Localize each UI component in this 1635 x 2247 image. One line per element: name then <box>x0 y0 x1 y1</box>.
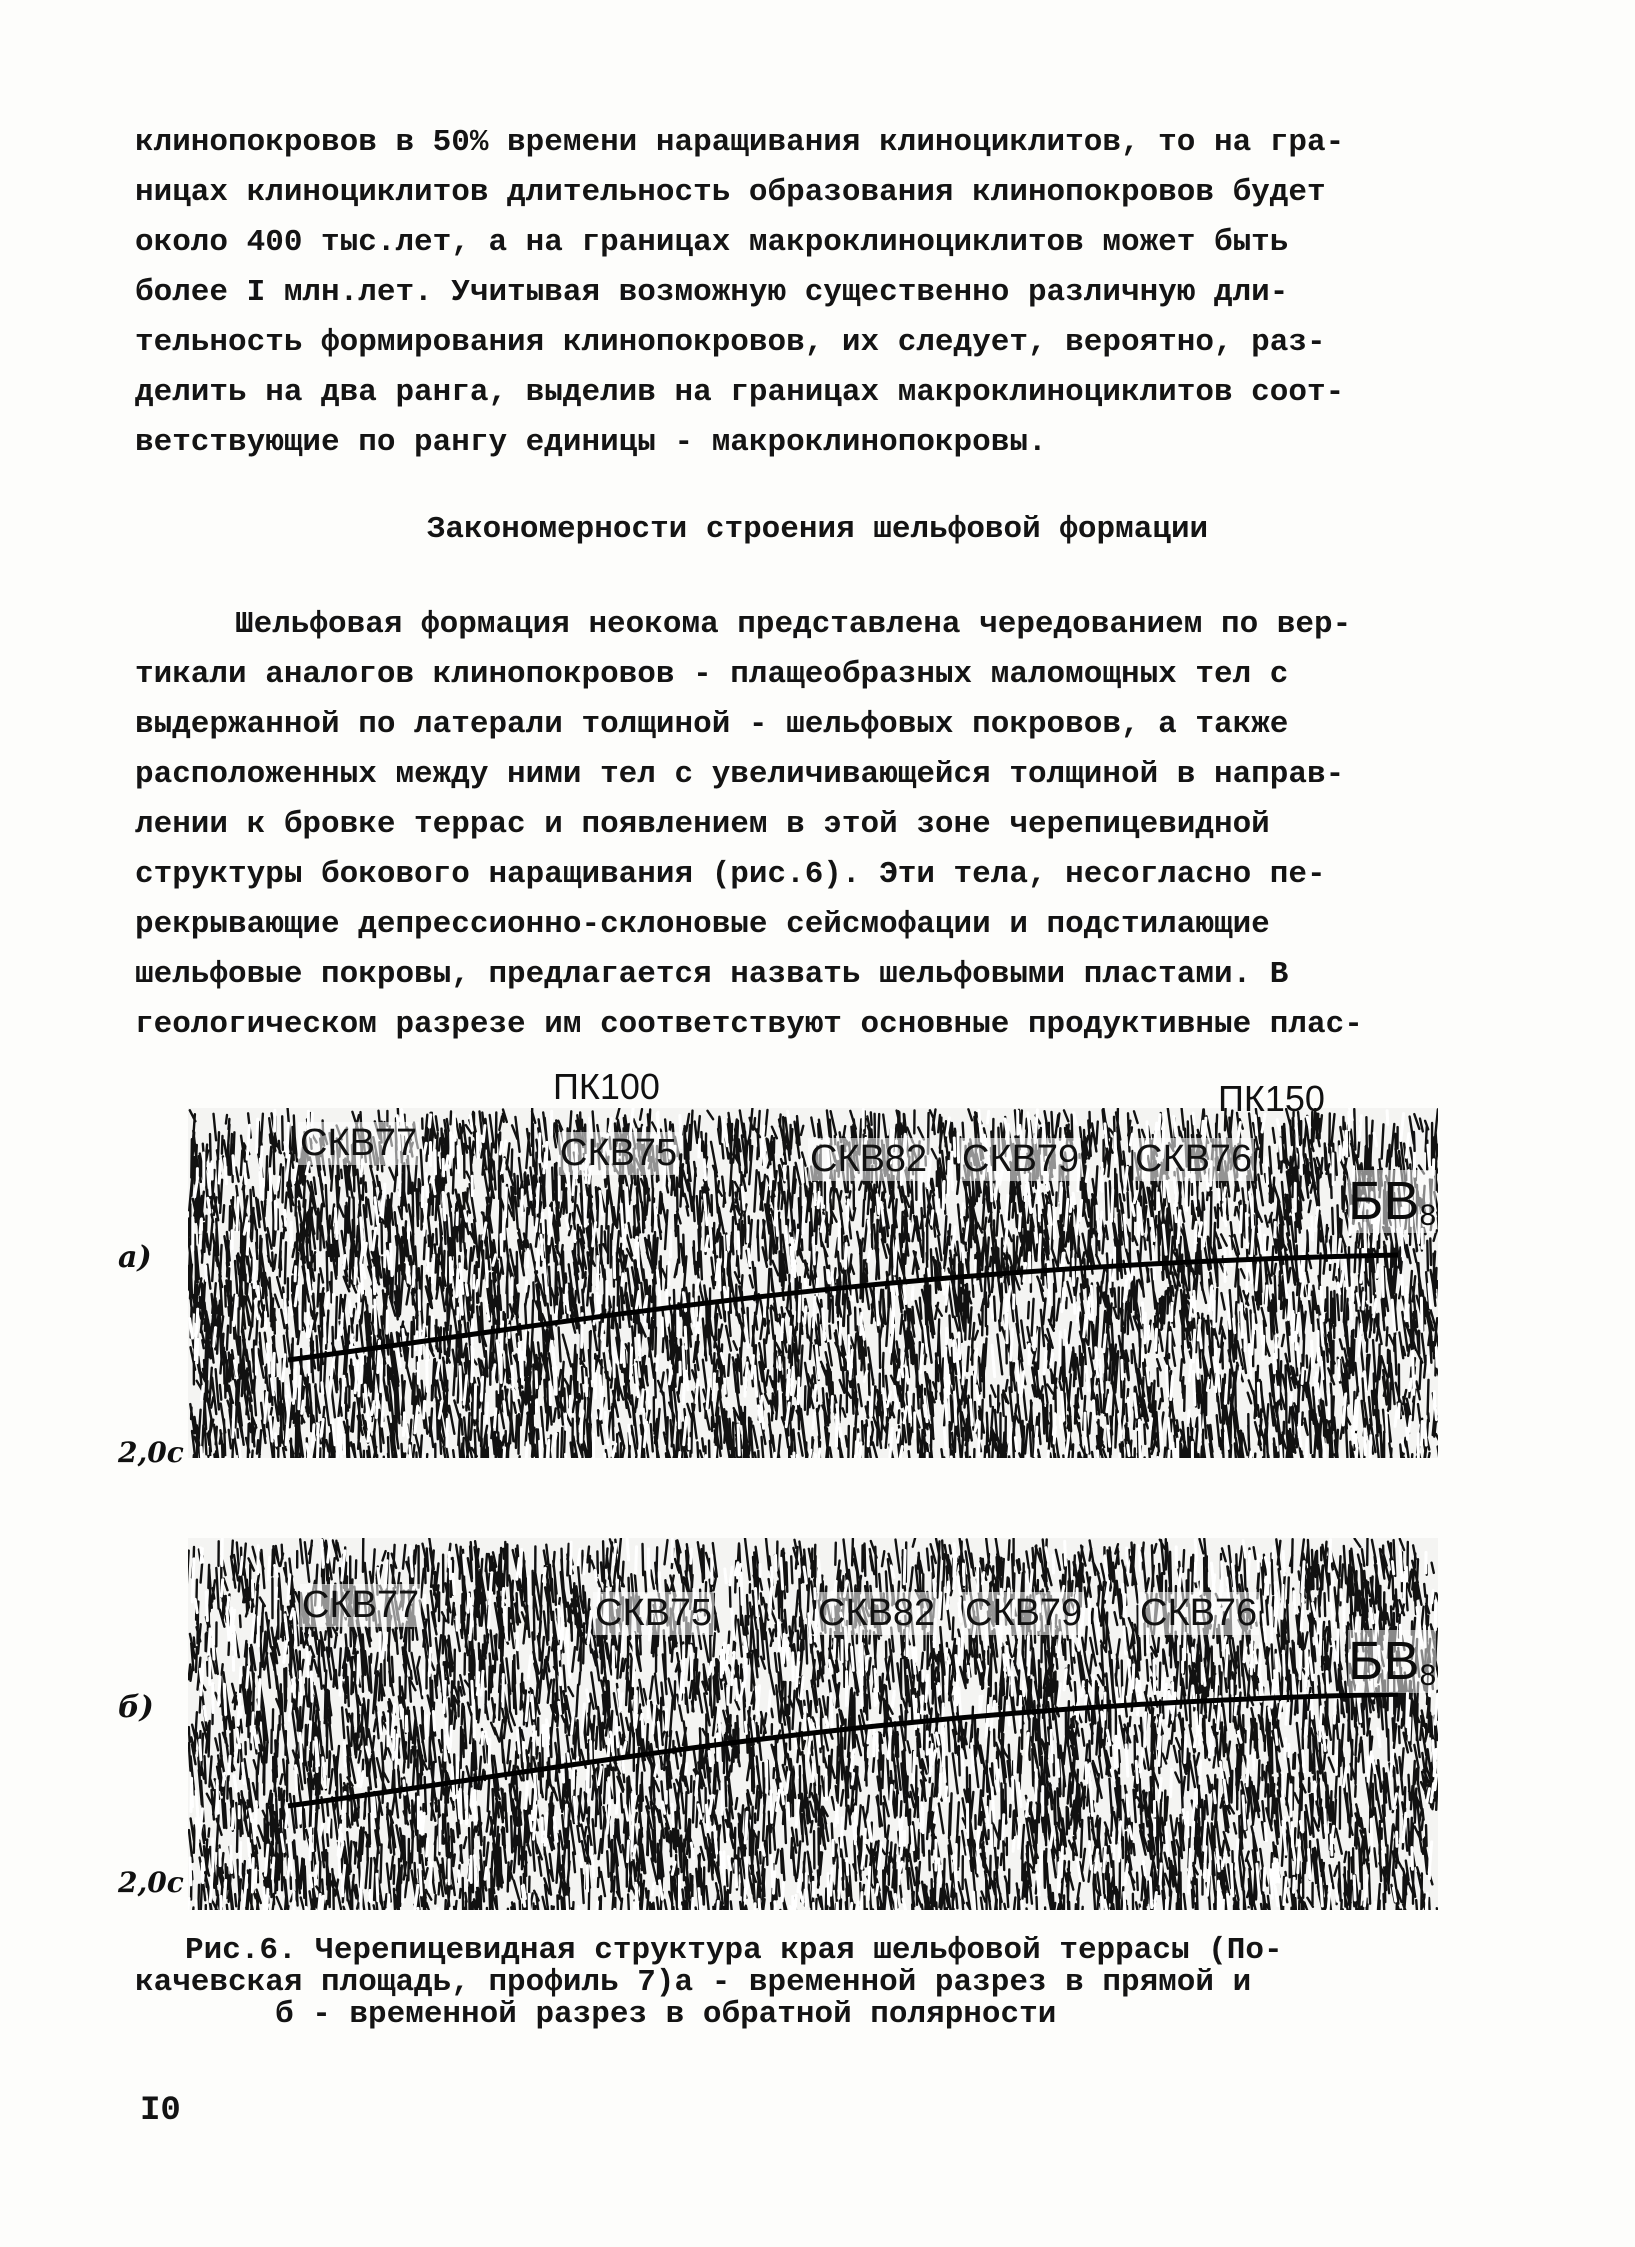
text-line: тельность формирования клинопокровов, их следует, вероятно, раз- <box>135 325 1326 360</box>
well-label: СКВ76 <box>1135 1138 1253 1180</box>
text-line: ницах клиноциклитов длительность образования клинопокровов будет <box>135 175 1326 210</box>
text-line: рекрывающие депрессионно-склоновые сейсмофации и подстилающие <box>135 907 1270 942</box>
caption-line: качевская площадь, профиль 7)а - временной разрез в прямой и <box>135 1965 1252 2000</box>
time-label: 2,0с <box>118 1866 184 1899</box>
text-line: ветствующие по рангу единицы - макроклинопокровы. <box>135 425 1047 460</box>
text-line: Шельфовая формация неокома представлена чередованием по вер- <box>235 607 1352 642</box>
well-label: СКВ79 <box>965 1592 1083 1634</box>
well-label: СКВ75 <box>595 1592 713 1634</box>
well-label: СКВ82 <box>810 1138 928 1180</box>
text-line: расположенных между ними тел с увеличивающейся толщиной в направ- <box>135 757 1345 792</box>
panel-label: б) <box>118 1690 154 1725</box>
well-label: СКВ77 <box>302 1584 420 1626</box>
horizon-name: БВ <box>1348 1631 1420 1691</box>
paragraph-1 <box>135 118 1455 468</box>
text-line: геологическом разрезе им соответствуют основные продуктивные плас- <box>135 1007 1363 1042</box>
seismic-figure-a <box>118 1066 1438 1469</box>
well-label: СКВ82 <box>818 1592 936 1634</box>
page-number: I0 <box>140 2092 181 2130</box>
text-line: тикали аналогов клинопокровов - плащеобразных маломощных тел с <box>135 657 1289 692</box>
text-line: делить на два ранга, выделив на границах макроклиноциклитов соот- <box>135 375 1345 410</box>
paragraph-2 <box>135 600 1455 1050</box>
well-label: СКВ79 <box>962 1138 1080 1180</box>
horizon-name: БВ <box>1348 1171 1420 1231</box>
horizon-index: 8 <box>1419 1659 1437 1692</box>
pk-label: ПК150 <box>1218 1078 1325 1119</box>
well-label: СКВ75 <box>560 1132 678 1174</box>
figure-caption <box>135 1933 1465 2032</box>
caption-line: б - временной разрез в обратной полярности <box>275 1997 1057 2032</box>
horizon-label <box>1348 1170 1436 1233</box>
panel-label: а) <box>118 1240 152 1275</box>
text-line: около 400 тыс.лет, а на границах макроклиноциклитов может быть <box>135 225 1289 260</box>
text-line: клинопокровов в 50% времени наращивания клиноциклитов, то на гра- <box>135 125 1345 160</box>
seismic-figure-b <box>118 1538 1438 1910</box>
well-label: СКВ76 <box>1140 1592 1258 1634</box>
caption-line: Рис.6. Черепицевидная структура края шельфовой террасы (По- <box>185 1933 1283 1968</box>
time-label: 2,0с <box>118 1436 184 1469</box>
text-line: структуры бокового наращивания (рис.6). Эти тела, несогласно пе- <box>135 857 1326 892</box>
text-line: выдержанной по латерали толщиной - шельфовых покровов, а также <box>135 707 1289 742</box>
text-line: более I млн.лет. Учитывая возможную существенно различную дли- <box>135 275 1289 310</box>
text-line: шельфовые покровы, предлагается назвать шельфовыми пластами. В <box>135 957 1289 992</box>
section-heading: Закономерности строения шельфовой формации <box>426 512 1209 547</box>
horizon-label <box>1348 1630 1436 1693</box>
pk-label: ПК100 <box>553 1066 660 1107</box>
text-line: лении к бровке террас и появлением в этой зоне черепицевидной <box>135 807 1270 842</box>
horizon-index: 8 <box>1419 1199 1437 1232</box>
well-label: СКВ77 <box>300 1122 418 1164</box>
